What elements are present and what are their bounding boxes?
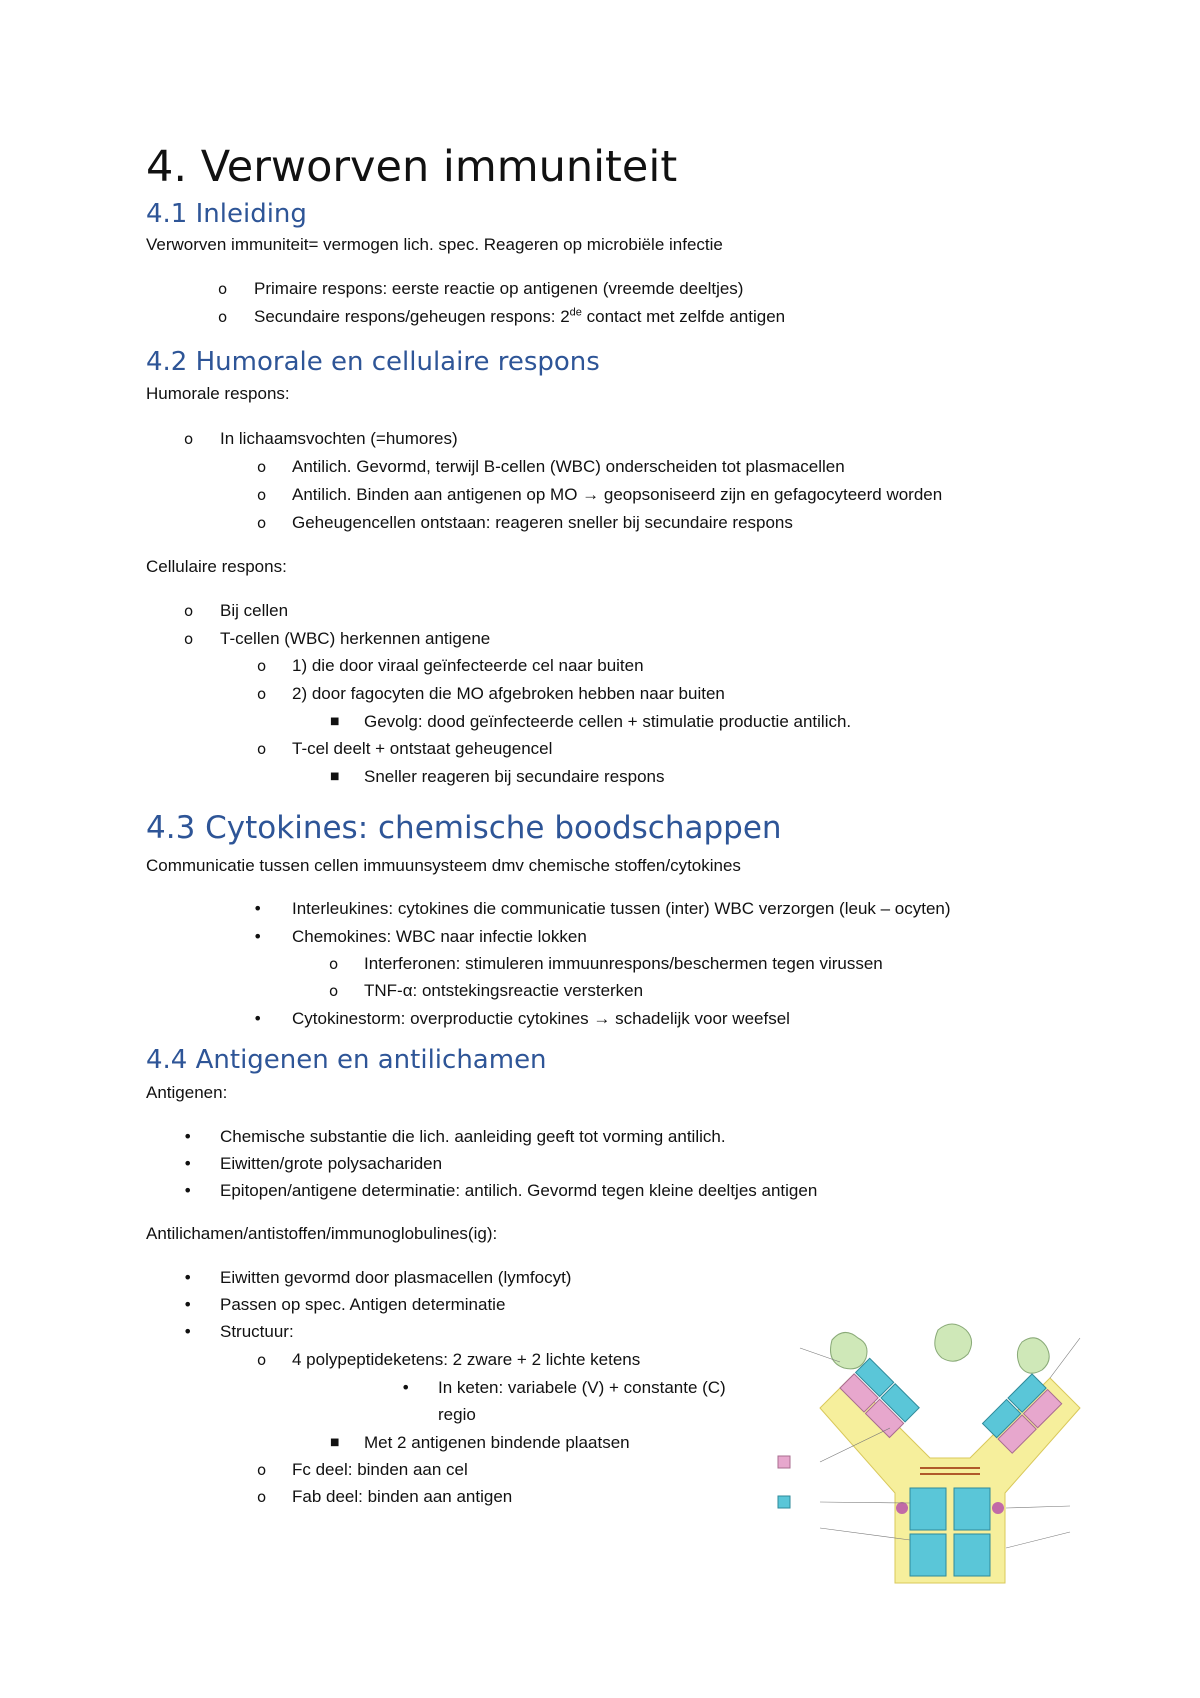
dot-bullet-icon: • <box>183 1154 193 1173</box>
subsection-label: Humorale respons: <box>146 384 290 403</box>
list-item: 1) die door viraal geïnfecteerde cel naar buiten <box>292 656 644 675</box>
list-item: TNF-α: ontstekingsreactie versterken <box>364 981 644 1000</box>
subsection-label: Cellulaire respons: <box>146 557 287 576</box>
list-item: Secundaire respons/geheugen respons: 2de contact met zelfde antigen <box>254 306 786 326</box>
subsection-label: Antilichamen/antistoffen/immunoglobulines(ig): <box>146 1224 498 1243</box>
circle-bullet-icon: o <box>184 630 194 648</box>
circle-bullet-icon: o <box>257 1488 267 1506</box>
square-bullet-icon: ■ <box>330 1437 340 1448</box>
circle-bullet-icon: o <box>257 657 267 675</box>
leader-line <box>1006 1506 1070 1508</box>
list-item: T-cellen (WBC) herkennen antigene <box>220 629 491 648</box>
circle-bullet-icon: o <box>257 740 267 758</box>
circle-bullet-icon: o <box>257 1461 267 1479</box>
circle-bullet-icon: o <box>257 1351 267 1369</box>
list-item: Bij cellen <box>220 601 289 620</box>
light-chain-swatch <box>778 1456 790 1468</box>
section-heading-4-1: 4.1 Inleiding <box>146 199 307 229</box>
section-heading-4-2: 4.2 Humorale en cellulaire respons <box>146 347 600 377</box>
circle-bullet-icon: o <box>257 514 267 532</box>
list-item: Antilich. Gevormd, terwijl B-cellen (WBC) onderscheiden tot plasmacellen <box>292 457 845 476</box>
dot-bullet-icon: • <box>183 1181 193 1200</box>
list-item: Interferonen: stimuleren immuunrespons/beschermen tegen virussen <box>364 954 883 973</box>
list-item: Interleukines: cytokines die communicatie tussen (inter) WBC verzorgen (leuk – ocyten) <box>292 899 951 918</box>
list-item: Structuur: <box>220 1322 294 1341</box>
antigen-shape <box>831 1332 868 1368</box>
carbohydrate-dot <box>896 1502 908 1514</box>
list-item: Fab deel: binden aan antigen <box>292 1487 513 1506</box>
page-title: 4. Verworven immuniteit <box>146 142 678 192</box>
circle-bullet-icon: o <box>184 430 194 448</box>
section-heading-4-4: 4.4 Antigenen en antilichamen <box>146 1045 547 1075</box>
list-item: Geheugencellen ontstaan: reageren sneller bij secundaire respons <box>292 513 793 532</box>
dot-bullet-icon: • <box>253 899 263 918</box>
list-item: 4 polypeptideketens: 2 zware + 2 lichte ketens <box>292 1350 641 1369</box>
fc-domain <box>954 1534 990 1576</box>
dot-bullet-icon: • <box>183 1322 193 1341</box>
list-item: Chemische substantie die lich. aanleiding geeft tot vorming antilich. <box>220 1127 726 1146</box>
list-item: In lichaamsvochten (=humores) <box>220 429 458 448</box>
list-item: Epitopen/antigene determinatie: antilich. Gevormd tegen kleine deeltjes antigen <box>220 1181 818 1200</box>
heavy-chain-swatch <box>778 1496 790 1508</box>
fc-domain <box>910 1534 946 1576</box>
leader-line <box>1006 1532 1070 1548</box>
list-item: Eiwitten/grote polysachariden <box>220 1154 443 1173</box>
circle-bullet-icon: o <box>184 602 194 620</box>
circle-bullet-icon: o <box>257 458 267 476</box>
dot-bullet-icon: • <box>253 1009 263 1028</box>
fc-domain <box>910 1488 946 1530</box>
list-item: Chemokines: WBC naar infectie lokken <box>292 927 587 946</box>
circle-bullet-icon: o <box>257 486 267 504</box>
antibody-structure-figure <box>770 1318 1130 1588</box>
list-item: Fc deel: binden aan cel <box>292 1460 468 1479</box>
list-item: Gevolg: dood geïnfecteerde cellen + stimulatie productie antilich. <box>364 712 852 731</box>
antigen-shape <box>935 1324 972 1361</box>
circle-bullet-icon: o <box>257 685 267 703</box>
square-bullet-icon: ■ <box>330 716 340 727</box>
circle-bullet-icon: o <box>329 955 339 973</box>
list-item-continuation: regio <box>438 1405 476 1424</box>
dot-bullet-icon: • <box>183 1295 193 1314</box>
list-item: Sneller reageren bij secundaire respons <box>364 767 665 786</box>
section-intro: Verworven immuniteit= vermogen lich. spec. Reageren op microbiële infectie <box>146 235 723 254</box>
circle-bullet-icon: o <box>218 280 228 298</box>
list-item: Primaire respons: eerste reactie op antigenen (vreemde deeltjes) <box>254 279 744 298</box>
list-item: T-cel deelt + ontstaat geheugencel <box>292 739 553 758</box>
section-heading-4-3: 4.3 Cytokines: chemische boodschappen <box>146 810 782 846</box>
carbohydrate-dot <box>992 1502 1004 1514</box>
list-item: Met 2 antigenen bindende plaatsen <box>364 1433 630 1452</box>
list-item: Cytokinestorm: overproductie cytokines → schadelijk voor weefsel <box>292 1009 790 1028</box>
fc-domain <box>954 1488 990 1530</box>
circle-bullet-icon: o <box>329 982 339 1000</box>
square-bullet-icon: ■ <box>330 771 340 782</box>
antibody-diagram <box>770 1318 1130 1588</box>
circle-bullet-icon: o <box>218 308 228 326</box>
subsection-label: Antigenen: <box>146 1083 228 1102</box>
list-item: Passen op spec. Antigen determinatie <box>220 1295 506 1314</box>
list-item: In keten: variabele (V) + constante (C) <box>438 1378 726 1397</box>
dot-bullet-icon: • <box>183 1127 193 1146</box>
dot-bullet-icon: • <box>253 927 263 946</box>
leader-line <box>1050 1338 1080 1378</box>
list-item: Antilich. Binden aan antigenen op MO → geopsoniseerd zijn en gefagocyteerd worden <box>292 485 943 504</box>
section-intro: Communicatie tussen cellen immuunsysteem dmv chemische stoffen/cytokines <box>146 856 741 875</box>
antigen-shape <box>1017 1338 1049 1373</box>
dot-bullet-icon: • <box>183 1268 193 1287</box>
list-item: Eiwitten gevormd door plasmacellen (lymfocyt) <box>220 1268 572 1287</box>
dot-bullet-icon: • <box>401 1378 411 1397</box>
list-item: 2) door fagocyten die MO afgebroken hebben naar buiten <box>292 684 725 703</box>
